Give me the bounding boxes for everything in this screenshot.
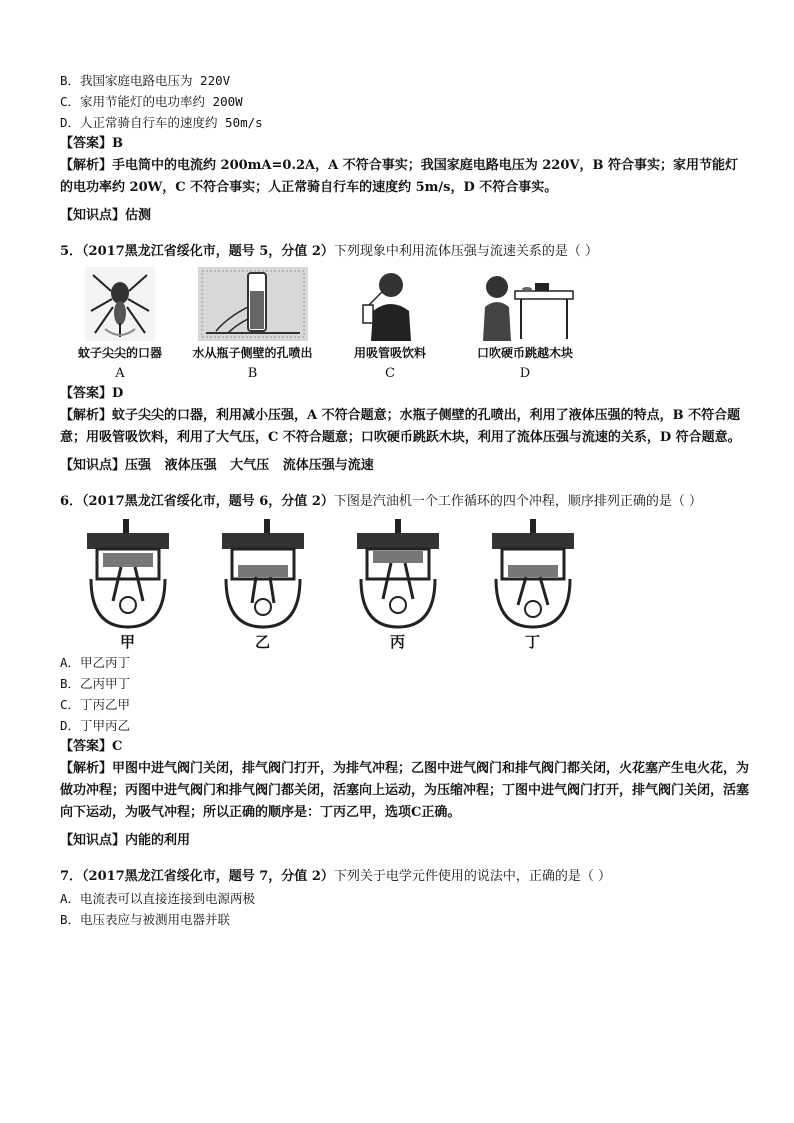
- engine-yi: [195, 519, 330, 652]
- question-number: 5．: [60, 244, 83, 259]
- engine-label: 丁: [524, 633, 540, 651]
- question-source: （2017黑龙江省绥化市，题号 7，分值 2）: [82, 869, 334, 884]
- figure-d: [455, 267, 595, 383]
- document-page: [60, 70, 750, 930]
- answer: 【答案】D: [60, 386, 124, 401]
- option-d: D．丁甲丙乙: [60, 718, 131, 733]
- answer: 【答案】B: [60, 136, 123, 151]
- engine-label: 丙: [389, 633, 405, 651]
- question-7-title: [60, 866, 750, 888]
- engine-figure-row: [60, 519, 750, 652]
- q5-figure-row: [60, 267, 750, 383]
- analysis: 【解析】蚊子尖尖的口器，利用减小压强，A 不符合题意；水瓶子侧壁的孔喷出，利用了液体压强的特点，B 不符合题意；用吸管吸饮料，利用了大气压，C 不符合题意；口吹硬币跳跃木块，利用了流体压强与流速的关系，D 符合题意。: [60, 408, 741, 445]
- question-number: 7．: [60, 869, 83, 884]
- analysis: 【解析】手电筒中的电流约 200mA=0.2A，A 不符合事实；我国家庭电路电压为 220V，B 符合事实；家用节能灯的电功率约 20W，C 不符合事实；人正常骑自行车的速度约 5m/s，D 不符合事实。: [60, 158, 738, 195]
- option-a: A．电流表可以直接连接到电源两极: [60, 891, 256, 906]
- figure-a-caption: 蚊子尖尖的口器: [77, 346, 162, 360]
- question-source: （2017黑龙江省绥化市，题号 6，分值 2）: [82, 494, 334, 509]
- figure-c-letter: C: [385, 366, 395, 381]
- straw-drinking-image: [355, 267, 425, 341]
- engine-ding: [465, 519, 600, 652]
- question-stem: 下列关于电学元件使用的说法中，正确的是（ ）: [333, 869, 612, 884]
- figure-c: [325, 267, 455, 383]
- figure-c-caption: 用吸管吸饮料: [353, 346, 426, 360]
- figure-b: [180, 267, 325, 383]
- figure-d-letter: D: [519, 366, 531, 381]
- option-c: C．丁丙乙甲: [60, 697, 131, 712]
- figure-b-letter: B: [247, 366, 258, 381]
- option-c: C．家用节能灯的电功率约 200W: [60, 94, 243, 109]
- knowledge-point: 【知识点】压强 液体压强 大气压 流体压强与流速: [60, 458, 374, 473]
- mosquito-image: [85, 267, 155, 341]
- knowledge-point: 【知识点】内能的利用: [60, 833, 191, 848]
- engine-diagram: [218, 519, 308, 629]
- answer: 【答案】C: [60, 739, 123, 754]
- option-b: B．乙丙甲丁: [60, 676, 131, 691]
- question-stem: 下列现象中利用流体压强与流速关系的是（ ）: [333, 244, 599, 259]
- question-source: （2017黑龙江省绥化市，题号 5，分值 2）: [82, 244, 334, 259]
- question-6-title: [60, 491, 750, 513]
- question-5-title: [60, 241, 750, 263]
- water-bottle-image: [198, 267, 308, 341]
- coin-jump-image: [475, 267, 575, 341]
- figure-b-caption: 水从瓶子侧壁的孔喷出: [192, 346, 313, 360]
- engine-jia: [60, 519, 195, 652]
- engine-bing: [330, 519, 465, 652]
- option-b: B．我国家庭电路电压为 220V: [60, 73, 231, 88]
- option-a: A．甲乙丙丁: [60, 655, 131, 670]
- option-b: B．电压表应与被测用电器并联: [60, 912, 231, 927]
- engine-label: 甲: [119, 633, 135, 651]
- engine-diagram: [353, 519, 443, 629]
- engine-diagram: [83, 519, 173, 629]
- knowledge-point: 【知识点】估测: [60, 208, 152, 223]
- question-stem: 下图是汽油机一个工作循环的四个冲程，顺序排列正确的是（ ）: [333, 494, 703, 509]
- figure-a: [60, 267, 180, 383]
- option-d: D．人正常骑自行车的速度约 50m/s: [60, 115, 263, 130]
- figure-a-letter: A: [115, 366, 125, 381]
- engine-diagram: [488, 519, 578, 629]
- question-number: 6．: [60, 494, 83, 509]
- figure-d-caption: 口吹硬币跳越木块: [476, 346, 573, 360]
- engine-label: 乙: [254, 633, 270, 651]
- analysis: 【解析】甲图中进气阀门关闭，排气阀门打开，为排气冲程；乙图中进气阀门和排气阀门都关闭，火花塞产生电火花，为做功冲程；丙图中进气阀门和排气阀门都关闭，活塞向上运动，为压缩冲程；丁图中进气阀门打开，排气阀门关闭，活塞向下运动，为吸气冲程；所以正确的顺序是：丁丙乙甲，选项C正确。: [60, 761, 750, 820]
